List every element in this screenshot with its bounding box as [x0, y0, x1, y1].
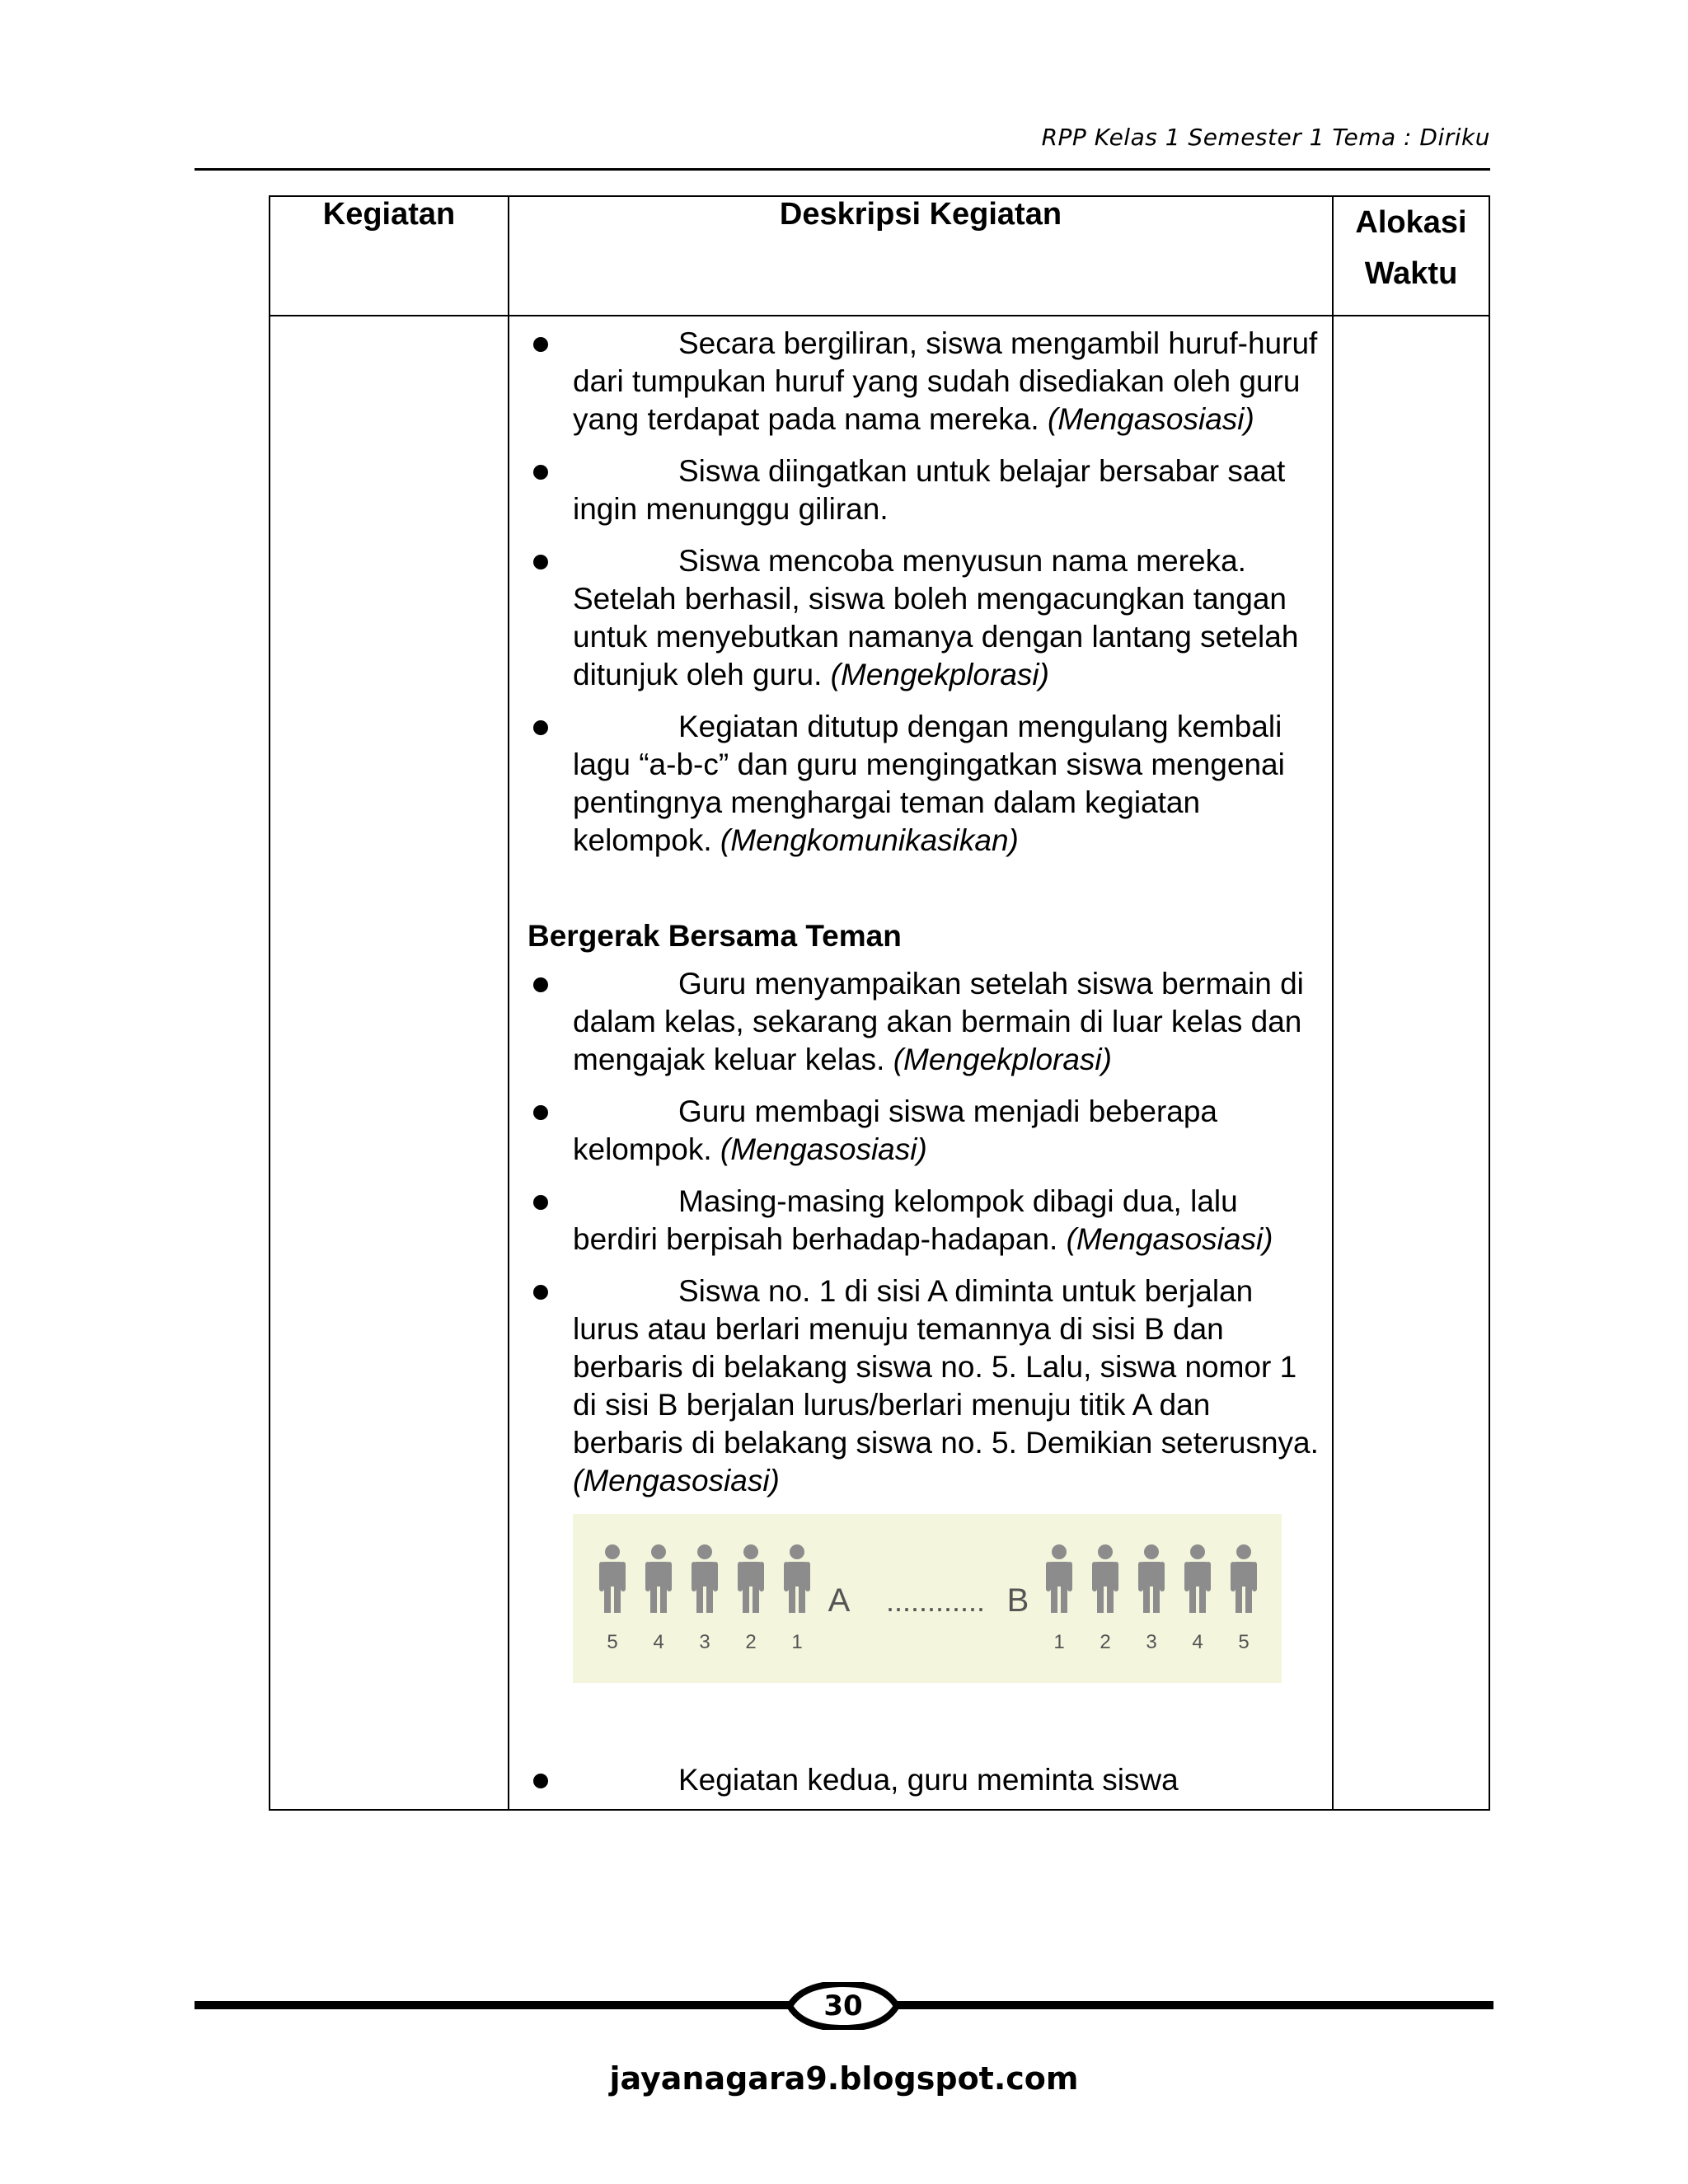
item-text: Siswa diingatkan untuk belajar bersabar saat ingin menunggu giliran. [573, 454, 1286, 526]
item-text: Kegiatan ditutup dengan mengulang kembali lagu “a-b-c” dan guru mengingatkan siswa mengenai pentingnya menghargai teman dalam kegiatan kelompok. [573, 710, 1285, 857]
item-text: Siswa no. 1 di sisi A diminta untuk berjalan lurus atau berlari menuju temannya di sisi B dan berbaris di belakang siswa no. 5. Lalu, siswa nomor 1 di sisi B berjalan lurus/berlari menuju titik A dan berbaris di belakang siswa no. 5. Demikian seterusnya. [573, 1274, 1319, 1460]
student-figure-a-1 [784, 1544, 810, 1613]
activity-list-c [528, 1761, 1325, 1799]
alokasi-cell [1333, 316, 1489, 1810]
deskripsi-cell [509, 316, 1333, 1810]
item-tag: (Mengekplorasi) [830, 658, 1049, 691]
list-item [528, 1183, 1325, 1258]
student-figure-a-5 [599, 1544, 626, 1613]
student-figure-a-4 [645, 1544, 672, 1613]
item-text: Kegiatan kedua, guru meminta siswa [678, 1763, 1179, 1797]
bullet-icon [533, 1105, 548, 1120]
student-figure-a-2 [738, 1544, 764, 1613]
header-rule [195, 168, 1490, 171]
item-text: Guru menyampaikan setelah siswa bermain di dalam kelas, sekarang akan bermain di luar kelas dan mengajak keluar kelas. [573, 967, 1304, 1076]
item-tag: (Mengasosiasi) [1047, 402, 1254, 436]
document-header: RPP Kelas 1 Semester 1 Tema : Diriku [1041, 124, 1490, 151]
item-tag: (Mengekplorasi) [893, 1043, 1112, 1076]
list-item [528, 452, 1325, 528]
student-number-b: 5 [1238, 1631, 1250, 1653]
kegiatan-cell [270, 316, 509, 1810]
list-item [528, 1761, 1325, 1799]
bullet-icon [533, 977, 548, 992]
item-text: Siswa mencoba menyusun nama mereka. Setelah berhasil, siswa boleh mengacungkan tangan untuk menyebutkan namanya dengan lantang setelah ditunjuk oleh guru. [573, 544, 1299, 691]
list-item [528, 965, 1325, 1079]
student-figure-b-2 [1092, 1544, 1118, 1613]
col-header-alokasi-line1: Alokasi [1355, 205, 1467, 240]
bullet-icon [533, 720, 548, 735]
student-figure-b-4 [1184, 1544, 1211, 1613]
bullet-icon [533, 465, 548, 480]
student-number-b: 1 [1053, 1631, 1065, 1653]
item-tag: (Mengasosiasi) [573, 1464, 780, 1497]
list-item [528, 325, 1325, 438]
item-text: Guru membagi siswa menjadi beberapa kelompok. [573, 1094, 1218, 1166]
item-tag: (Mengkomunikasikan) [720, 823, 1019, 857]
site-url: jayanagara9.blogspot.com [609, 2060, 1079, 2097]
activity-list-a [528, 325, 1325, 860]
bullet-icon [533, 337, 548, 352]
student-number-a: 2 [745, 1631, 757, 1653]
student-figure-b-1 [1046, 1544, 1072, 1613]
student-figure-b-3 [1138, 1544, 1165, 1613]
formation-diagram [573, 1514, 1282, 1683]
student-number-a: 1 [791, 1631, 803, 1653]
item-text: Secara bergiliran, siswa mengambil huruf-huruf dari tumpukan huruf yang sudah disediakan oleh guru yang terdapat pada nama mereka. [573, 326, 1318, 436]
col-header-alokasi-line2: Waktu [1364, 256, 1458, 291]
list-item [528, 542, 1325, 694]
student-figure-a-3 [692, 1544, 718, 1613]
bullet-icon [533, 1285, 548, 1300]
student-number-b: 3 [1146, 1631, 1157, 1653]
formation-figure [573, 1514, 1282, 1683]
path-dots: ............ [885, 1584, 986, 1618]
student-number-a: 5 [607, 1631, 618, 1653]
student-number-b: 2 [1100, 1631, 1111, 1653]
activity-list-b [528, 965, 1325, 1500]
col-header-alokasi [1333, 196, 1489, 316]
section-title: Bergerak Bersama Teman [528, 919, 902, 953]
item-text: Masing-masing kelompok dibagi dua, lalu berdiri berpisah berhadap-hadapan. [573, 1184, 1238, 1256]
bullet-icon [533, 1774, 548, 1788]
item-tag: (Mengasosiasi) [720, 1132, 927, 1166]
col-header-kegiatan: Kegiatan [270, 196, 509, 316]
point-b-label: B [1006, 1582, 1029, 1619]
list-item [528, 1272, 1325, 1500]
list-item [528, 1093, 1325, 1169]
student-figure-b-5 [1231, 1544, 1257, 1613]
bullet-icon [533, 555, 548, 569]
list-item [528, 708, 1325, 860]
student-number-a: 4 [653, 1631, 664, 1653]
item-tag: (Mengasosiasi) [1066, 1222, 1273, 1256]
col-header-deskripsi: Deskripsi Kegiatan [509, 196, 1333, 316]
page-number: 30 [823, 1990, 863, 2022]
bullet-icon [533, 1195, 548, 1210]
student-number-a: 3 [699, 1631, 710, 1653]
student-number-b: 4 [1192, 1631, 1203, 1653]
point-a-label: A [828, 1582, 851, 1619]
lesson-table [269, 195, 1490, 1811]
